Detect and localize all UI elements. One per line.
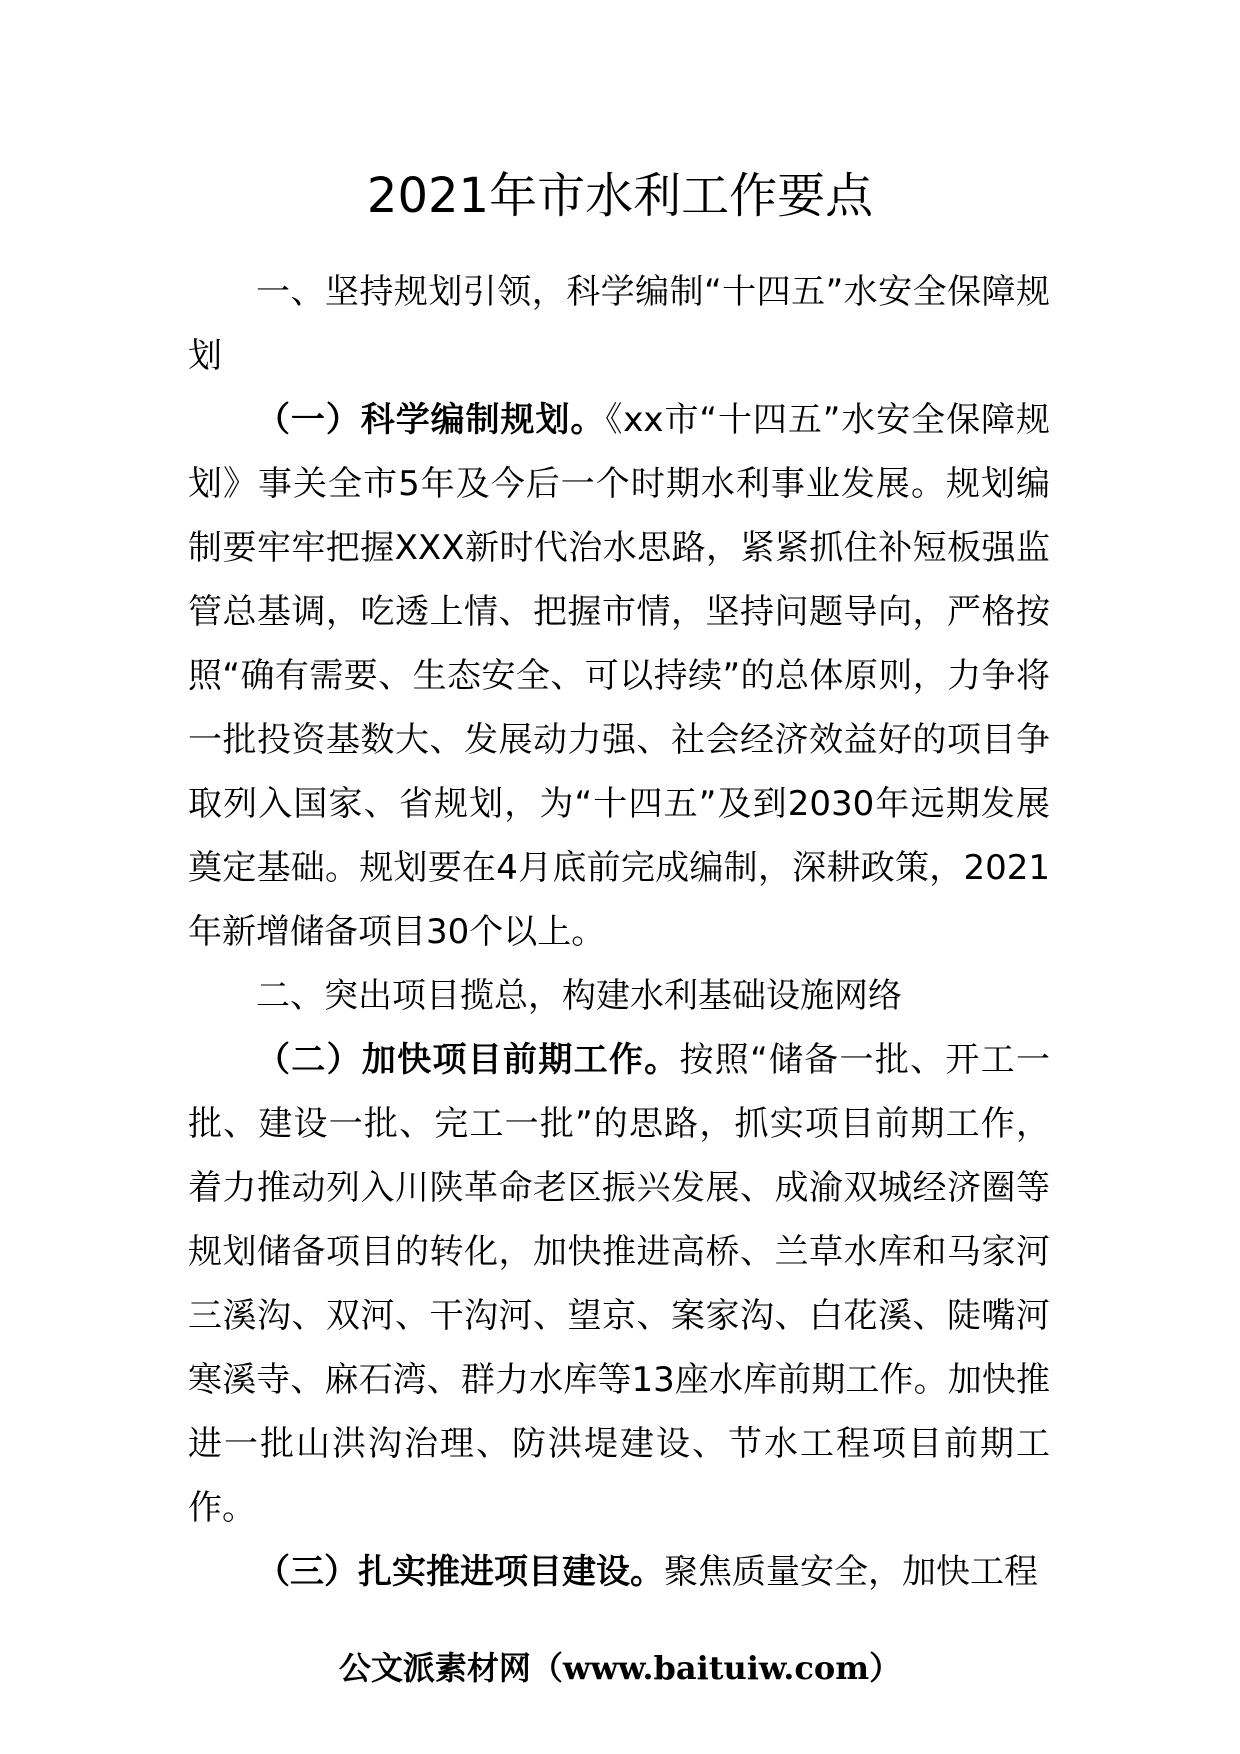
paragraph-text: 《xx市“十四五”水安全保障规划》事关全市5年及今后一个时期水利事业发展。规划编制要牢牢把握XXX新时代治水思路，紧紧抓住补短板强监管总基调，吃透上情、把握市情，坚持问题导向，严格按照“确有需要、生态安全、可以持续”的总体原则，力争将一批投资基数大、发展动力强、社会经济效益好的项目争取列入国家、省规划，为“十四五”及到2030年远期发展奠定基础。规划要在4月底前完成编制，深耕政策，2021年新增储备项目30个以上。 — [188, 400, 1050, 952]
paragraph-text: 聚焦质量安全，加快工程 — [664, 1552, 1038, 1592]
paragraph-text: 按照“储备一批、开工一批、建设一批、完工一批”的思路，抓实项目前期工作，着力推动列入川陕革命老区振兴发展、成渝双城经济圈等规划储备项目的转化，加快推进高桥、兰草水库和马家河三溪沟、双河、干沟河、望京、案家沟、白花溪、陡嘴河寒溪寺、麻石湾、群力水库等13座水库前期工作。加快推进一批山洪沟治理、防洪堤建设、节水工程项目前期工作。 — [188, 1040, 1050, 1528]
paragraph-3 — [188, 1540, 1050, 1604]
section-heading-2: 二、突出项目揽总，构建水利基础设施网络 — [256, 976, 902, 1016]
paragraph-2 — [188, 1028, 1050, 1540]
paragraph-1 — [188, 388, 1050, 964]
page-title: 2021年市水利工作要点 — [366, 168, 874, 224]
paragraph-lead: （二）加快项目前期工作。 — [256, 1040, 680, 1080]
paragraph-lead: （一）科学编制规划。 — [256, 400, 606, 440]
document-body — [188, 260, 1050, 1604]
paragraph-lead: （三）扎实推进项目建设。 — [256, 1552, 664, 1592]
section-heading-1: 一、坚持规划引领，科学编制“十四五”水安全保障规划 — [188, 272, 1050, 376]
page-footer-watermark: 公文派素材网（www.baituiw.com） — [338, 1649, 902, 1687]
